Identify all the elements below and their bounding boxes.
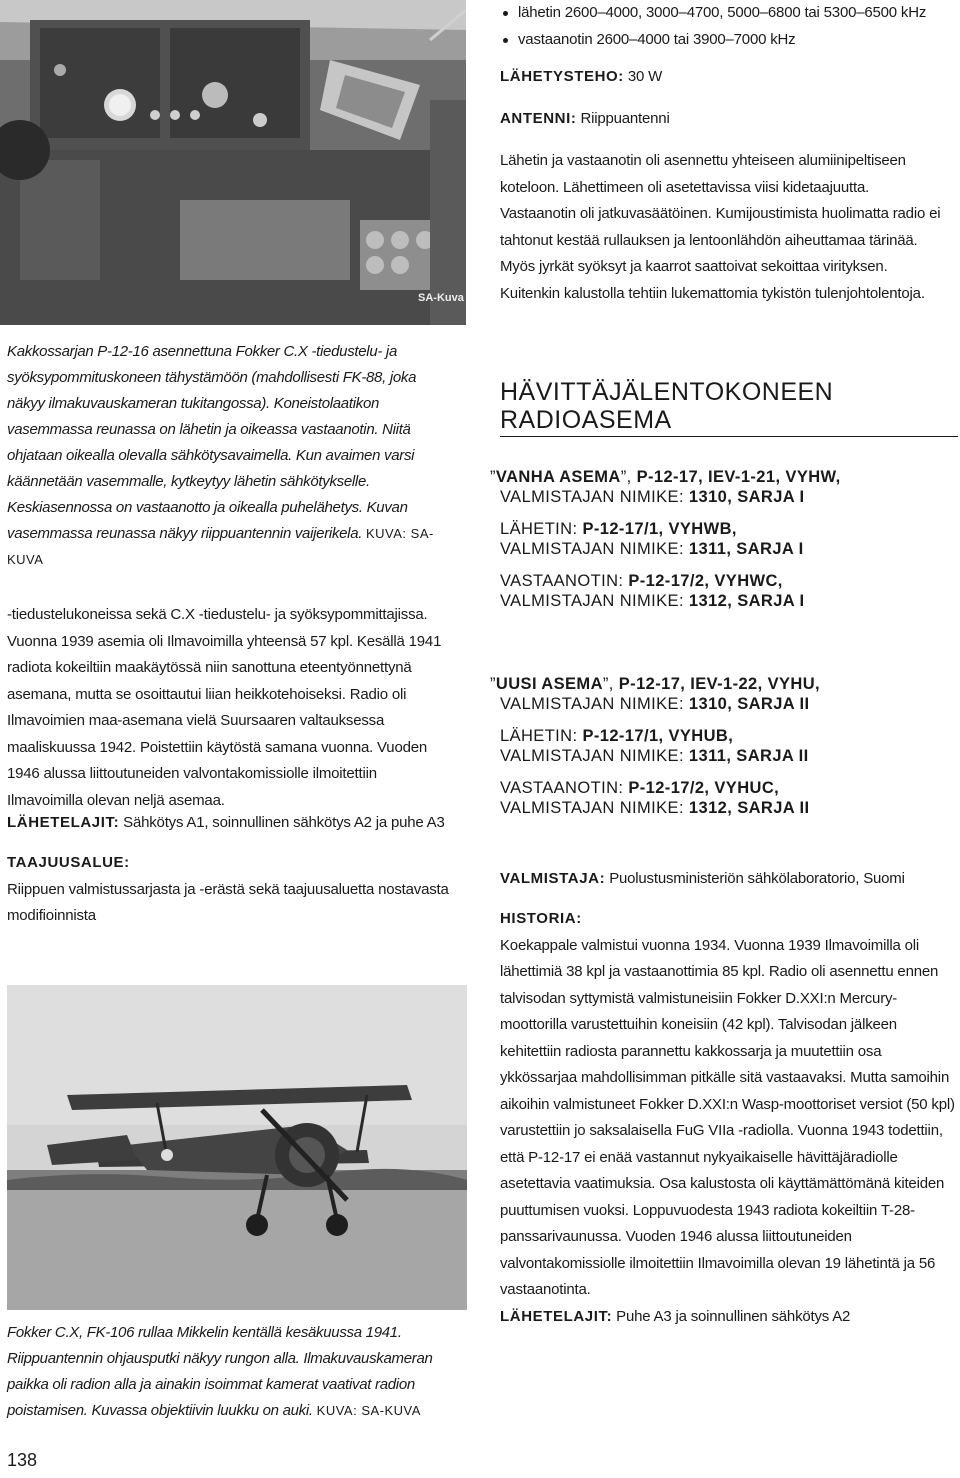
left-lahetelajit: LÄHETELAJIT: Sähkötys A1, soinnullinen sähkötys A2 ja puhe A3 bbox=[7, 814, 445, 831]
cockpit-photo-caption: Kakkossarjan P-12-16 asennettuna Fokker C.X -tiedustelu- ja syöksypommituskoneen tähystämöön (mahdollisesti FK-88, joka näkyy ilmakuvauskameran tukitangossa). Koneistolaatikon vasemmassa reunassa on lähetin ja oikeassa vastaanotin. Niitä ohjataan oikealla olevalla sähkötysavaimella. Kun avaimen varsi käännetään vasemmalle, kytkeytyy lähetin sähkötykselle. Keskiasennossa on vastaanotto ja oikealla puhelähetys. Kuvan vasemmassa reunassa näkyy riippuantennin vaijerikela. KUVA: SA-KUVA bbox=[7, 343, 434, 567]
spec-line: VALMISTAJAN NIMIKE: 1312, SARJA II bbox=[500, 799, 810, 817]
spec-line: VASTAANOTIN: P-12-17/2, VYHUC, bbox=[500, 779, 780, 797]
valmistaja: VALMISTAJA: Puolustusministeriön sähkölaboratorio, Suomi bbox=[500, 870, 905, 887]
fokker-aircraft-illustration bbox=[7, 985, 467, 1310]
frequency-bullet-list bbox=[500, 0, 950, 53]
section-heading: HÄVITTÄJÄLENTOKONEEN RADIOASEMA bbox=[500, 378, 834, 434]
historia-label: HISTORIA: bbox=[500, 910, 582, 927]
antenni: ANTENNI: Riippuantenni bbox=[500, 110, 670, 127]
spec-line: VALMISTAJAN NIMIKE: 1312, SARJA I bbox=[500, 592, 805, 610]
heading-divider bbox=[500, 436, 958, 437]
lahetysteho: LÄHETYSTEHO: 30 W bbox=[500, 68, 663, 85]
spec-line: VALMISTAJAN NIMIKE: 1311, SARJA I bbox=[500, 540, 804, 558]
spec-group-new bbox=[490, 674, 955, 818]
cockpit-radio-photo bbox=[0, 0, 466, 325]
taajuusalue-label: TAAJUUSALUE: bbox=[7, 854, 130, 871]
left-body-text: -tiedustelukoneissa sekä C.X -tiedustelu- ja syöksypommittajissa. Vuonna 1939 asemia oli Ilmavoimilla yhteensä 57 kpl. Kesällä 1941 radiota kokeiltiin maakäytössä niin sanottuna eteentyönnettynä asemana, mutta se osoittautui liian heikkotehoiseksi. Radio oli Ilmavoimien maa-asemana vielä Suursaaren valtauksessa maaliskuussa 1942. Poistettiin käytöstä samana vuonna. Vuoden 1946 alussa liittoutuneiden valvontakomissiolle ilmoitettiin Ilmavoimilla olevan neljä asemaa. bbox=[7, 606, 442, 809]
spec-line: VALMISTAJAN NIMIKE: 1311, SARJA II bbox=[500, 747, 809, 765]
spec-line: VALMISTAJAN NIMIKE: 1310, SARJA II bbox=[500, 695, 810, 713]
spec-line: VASTAANOTIN: P-12-17/2, VYHWC, bbox=[500, 572, 783, 590]
sa-kuva-watermark: SA-Kuva bbox=[418, 292, 464, 304]
caption-credit: KUVA: SA-KUVA bbox=[7, 526, 434, 567]
spec-group-old bbox=[490, 467, 955, 611]
aircraft-photo-caption: Fokker C.X, FK-106 rullaa Mikkelin kentällä kesäkuussa 1941. Riippuantennin ohjausputki näkyy rungon alla. Ilmakuvauskameran paikka oli radion alla ja ainakin isoimmat kamerat vaativat radion poistamisen. Kuvassa objektiivin luukku on auki. KUVA: SA-KUVA bbox=[7, 1324, 433, 1419]
spec-line-title: ”VANHA ASEMA”, P-12-17, IEV-1-21, VYHW, bbox=[490, 468, 841, 486]
taajuusalue-section bbox=[7, 850, 455, 930]
right-lahetelajit: LÄHETELAJIT: Puhe A3 ja soinnullinen sähkötys A2 bbox=[500, 1308, 851, 1325]
spec-line-title: ”UUSI ASEMA”, P-12-17, IEV-1-22, VYHU, bbox=[490, 675, 821, 693]
right-body-text: Lähetin ja vastaanotin oli asennettu yhteiseen alumiinipeltiseen koteloon. Lähettimeen oli asetettavissa viisi kidetaajuutta. Vastaanotin oli jatkuvasäätöinen. Kumijoustimista huolimatta radio ei tahtonut kestää rullauksen ja lentoonlähdön aiheuttamaa tärinää. Myös jyrkät syöksyt ja kaarrot saattoivat sekoittaa virityksen. Kuitenkin kalustolla tehtiin lukemattomia tykistön tulenjohtolentoja. bbox=[500, 152, 941, 302]
page-number: 138 bbox=[7, 1450, 38, 1470]
taajuusalue-value: Riippuen valmistussarjasta ja -erästä sekä taajuusaluetta nostavasta modifioinnista bbox=[7, 880, 449, 924]
spec-line: LÄHETIN: P-12-17/1, VYHUB, bbox=[500, 727, 734, 745]
cockpit-radio-illustration bbox=[0, 0, 466, 325]
historia-section bbox=[500, 906, 955, 1304]
spec-line: VALMISTAJAN NIMIKE: 1310, SARJA I bbox=[500, 488, 805, 506]
list-item: vastaanotin 2600–4000 tai 3900–7000 kHz bbox=[500, 27, 950, 54]
spec-line: LÄHETIN: P-12-17/1, VYHWB, bbox=[500, 520, 737, 538]
list-item: lähetin 2600–4000, 3000–4700, 5000–6800 tai 5300–6500 kHz bbox=[500, 0, 950, 27]
caption-credit: KUVA: SA-KUVA bbox=[316, 1403, 421, 1418]
historia-text: Koekappale valmistui vuonna 1934. Vuonna 1939 Ilmavoimilla oli lähettimiä 38 kpl ja vastaanottimia 85 kpl. Radio oli asennettu ennen talvisodan syttymistä valmistuneisiin Fokker D.XXI:n Mercury-moottorilla varustettuihin koneisiin (42 kpl). Talvisodan jälkeen kehitettiin radiosta parannettu kakkossarja ja muutettiin osa ykkössarjaa mahdollisimman pitkälle sitä vastaavaksi. Mutta samoihin aikoihin valmistuneet Fokker D.XXI:n Wasp-moottoriset versiot (50 kpl) varustettiin jo saksalaisella FuG VIIa -radiolla. Vuonna 1943 todettiin, että P-12-17 ei enää vastannut nykyaikaiselle hävittäjäradiolle asetettavia vaatimuksia. Osa kalustosta oli käyttämättömänä kiteiden puuttumisen vuoksi. Loppuvuodesta 1943 radiota kokeiltiin T-28-panssarivaunussa. Vuoden 1946 alussa liittoutuneiden valvontakomissiolle ilmoitettiin Ilmavoimilla olevan 19 lähetintä ja 56 vastaanotinta. bbox=[500, 936, 955, 1298]
fokker-aircraft-photo bbox=[7, 985, 467, 1310]
